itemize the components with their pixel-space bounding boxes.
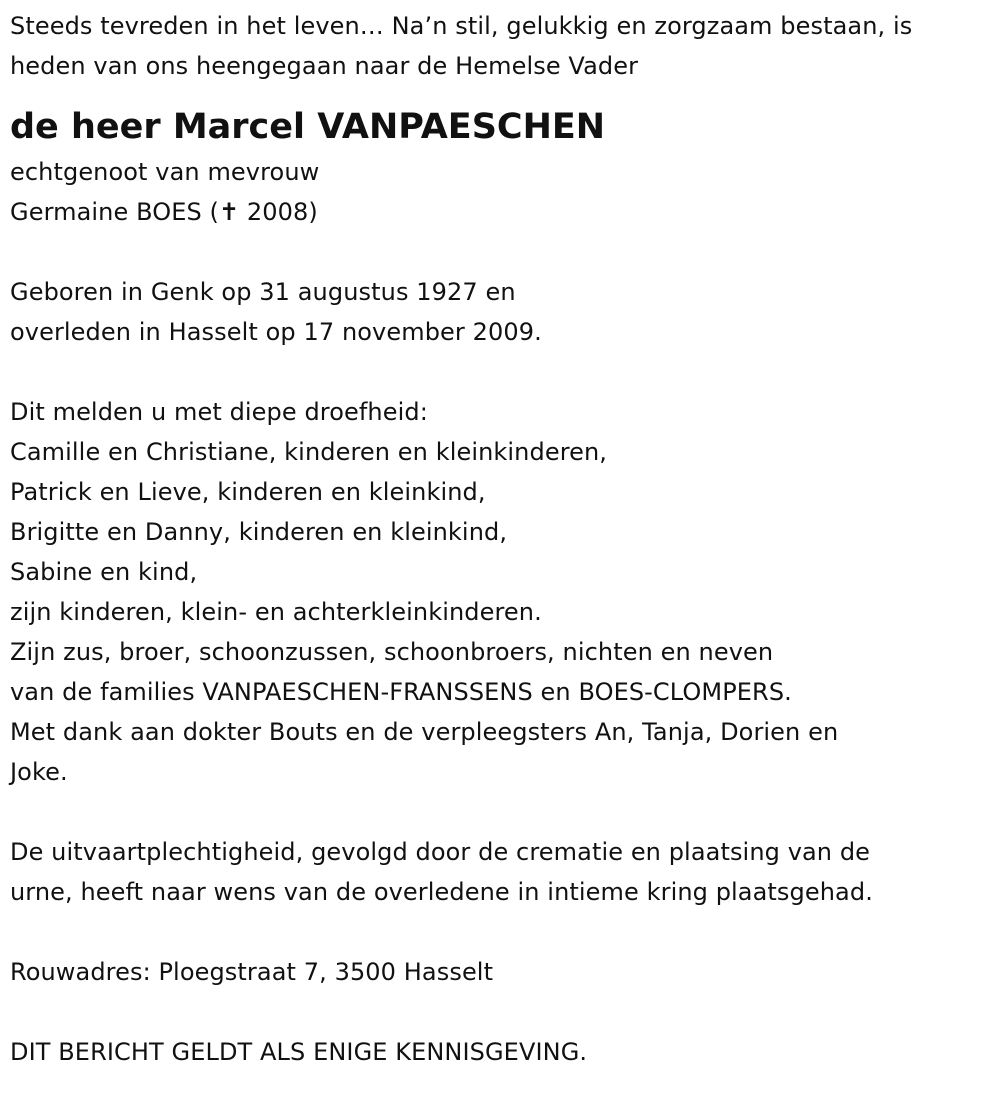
ceremony-line-2: urne, heeft naar wens van de overledene in intieme kring plaatsgehad. (10, 878, 873, 906)
spouse-line-2: Germaine BOES (✝ 2008) (10, 198, 318, 226)
mourning-address: Rouwadres: Ploegstraat 7, 3500 Hasselt (10, 958, 494, 986)
sole-notice: DIT BERICHT GELDT ALS ENIGE KENNISGEVING. (10, 1038, 588, 1066)
obituary-notice (10, 6, 995, 1072)
family-line: Sabine en kind, (10, 558, 198, 586)
family-line: Zijn zus, broer, schoonzussen, schoonbroers, nichten en neven (10, 638, 774, 666)
family-line: van de families VANPAESCHEN-FRANSSENS en BOES-CLOMPERS. (10, 678, 792, 706)
family-line: zijn kinderen, klein- en achterkleinkinderen. (10, 598, 542, 626)
family-line: Joke. (10, 758, 68, 786)
ceremony-line-1: De uitvaartplechtigheid, gevolgd door de crematie en plaatsing van de (10, 838, 871, 866)
deceased-name: de heer Marcel VANPAESCHEN (10, 107, 606, 147)
family-line: Met dank aan dokter Bouts en de verpleegsters An, Tanja, Dorien en (10, 718, 839, 746)
spouse-line-1: echtgenoot van mevrouw (10, 158, 320, 186)
family-line: Brigitte en Danny, kinderen en kleinkind, (10, 518, 508, 546)
family-line: Patrick en Lieve, kinderen en kleinkind, (10, 478, 486, 506)
intro-line-2: heden van ons heengegaan naar de Hemelse Vader (10, 52, 639, 80)
intro-line-1: Steeds tevreden in het leven… Na’n stil, gelukkig en zorgzaam bestaan, is (10, 12, 913, 40)
family-header: Dit melden u met diepe droefheid: (10, 398, 428, 426)
death-line: overleden in Hasselt op 17 november 2009. (10, 318, 542, 346)
birth-line: Geboren in Genk op 31 augustus 1927 en (10, 278, 516, 306)
family-line: Camille en Christiane, kinderen en kleinkinderen, (10, 438, 608, 466)
